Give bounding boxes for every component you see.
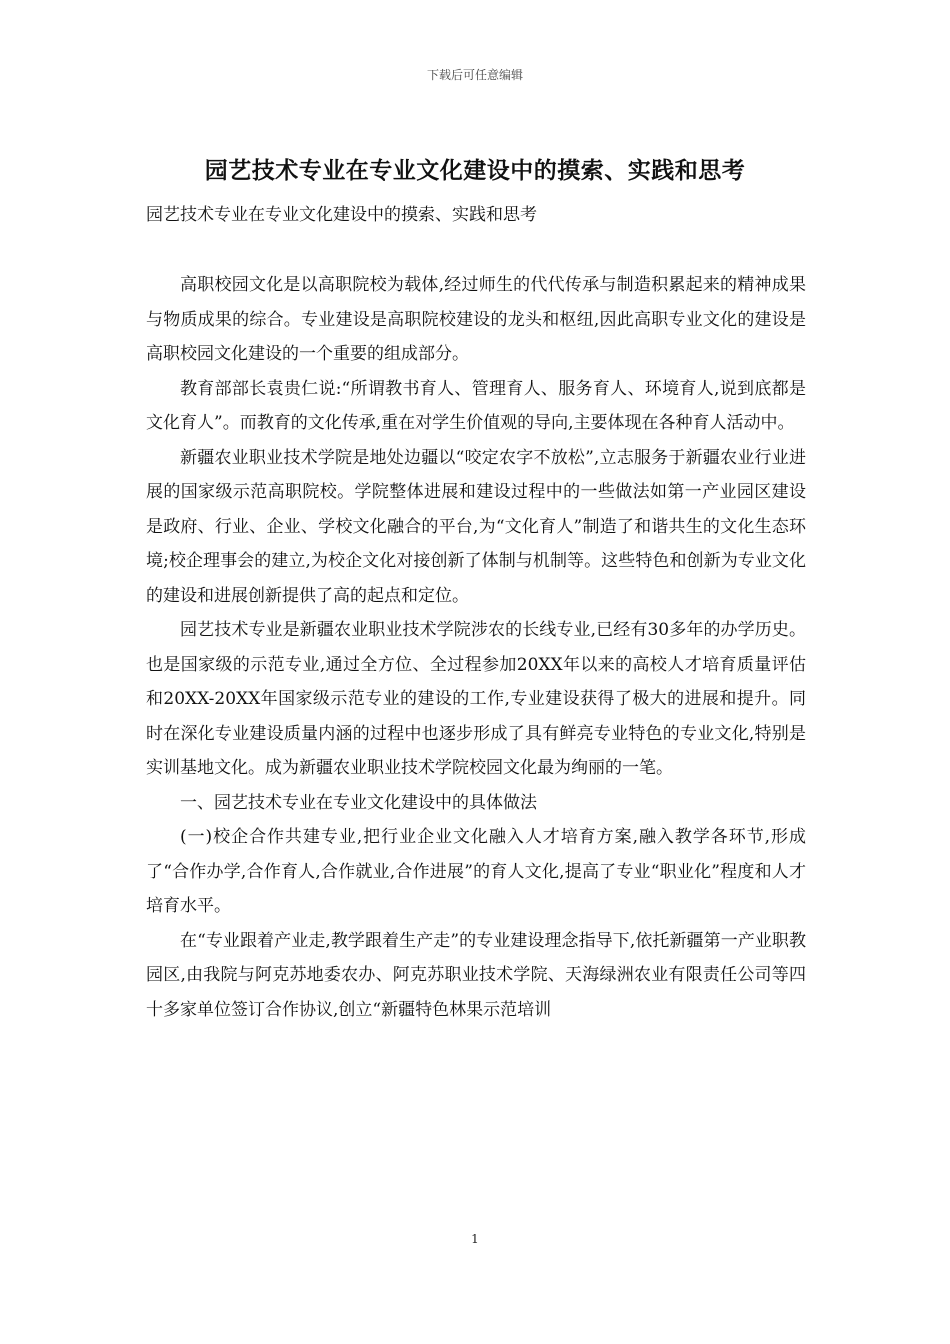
- body-paragraph: (一)校企合作共建专业,把行业企业文化融入人才培育方案,融入教学各环节,形成了“合作办学,合作育人,合作就业,合作进展”的育人文化,提高了专业“职业化”程度和人才培育水平。: [146, 827, 806, 916]
- body-paragraph: 新疆农业职业技术学院是地处边疆以“咬定农字不放松”,立志服务于新疆农业行业进展的国家级示范高职院校。学院整体进展和建设过程中的一些做法如第一产业园区建设是政府、行业、企业、学校文化融合的平台,为“文化育人”制造了和谐共生的文化生态环境;校企理事会的建立,为校企文化对接创新了体制与机制等。这些特色和创新为专业文化的建设和进展创新提供了高的起点和定位。: [146, 447, 806, 606]
- body-paragraph: 高职校园文化是以高职院校为载体,经过师生的代代传承与制造积累起来的精神成果与物质成果的综合。专业建设是高职院校建设的龙头和枢纽,因此高职专业文化的建设是高职校园文化建设的一个重要的组成部分。: [146, 275, 806, 364]
- section-heading: 一、园艺技术专业在专业文化建设中的具体做法: [180, 792, 537, 813]
- body-paragraph: 教育部部长袁贵仁说:“所谓教书育人、管理育人、服务育人、环境育人,说到底都是文化育人”。而教育的文化传承,重在对学生价值观的导向,主要体现在各种育人活动中。: [146, 378, 806, 433]
- body-paragraph: 在“专业跟着产业走,教学跟着生产走”的专业建设理念指导下,依托新疆第一产业职教园区,由我院与阿克苏地委农办、阿克苏职业技术学院、天海绿洲农业有限责任公司等四十多家单位签订合作协议,创立“新疆特色林果示范培训: [146, 930, 806, 1020]
- document-subtitle: 园艺技术专业在专业文化建设中的摸索、实践和思考: [146, 205, 537, 225]
- body-paragraph: 园艺技术专业是新疆农业职业技术学院涉农的长线专业,已经有30多年的办学历史。也是国家级的示范专业,通过全方位、全过程参加20XX年以来的高校人才培育质量评估和20XX-20XX年国家级示范专业的建设的工作,专业建设获得了极大的进展和提升。同时在深化专业建设质量内涵的过程中也逐步形成了具有鲜亮专业特色的专业文化,特别是实训基地文化。成为新疆农业职业技术学院校园文化最为绚丽的一笔。: [146, 620, 806, 778]
- page-header-note: 下载后可任意编辑: [426, 68, 523, 82]
- document-body: [146, 268, 806, 1027]
- document-title: 园艺技术专业在专业文化建设中的摸索、实践和思考: [204, 158, 746, 184]
- page-number: 1: [471, 1232, 479, 1246]
